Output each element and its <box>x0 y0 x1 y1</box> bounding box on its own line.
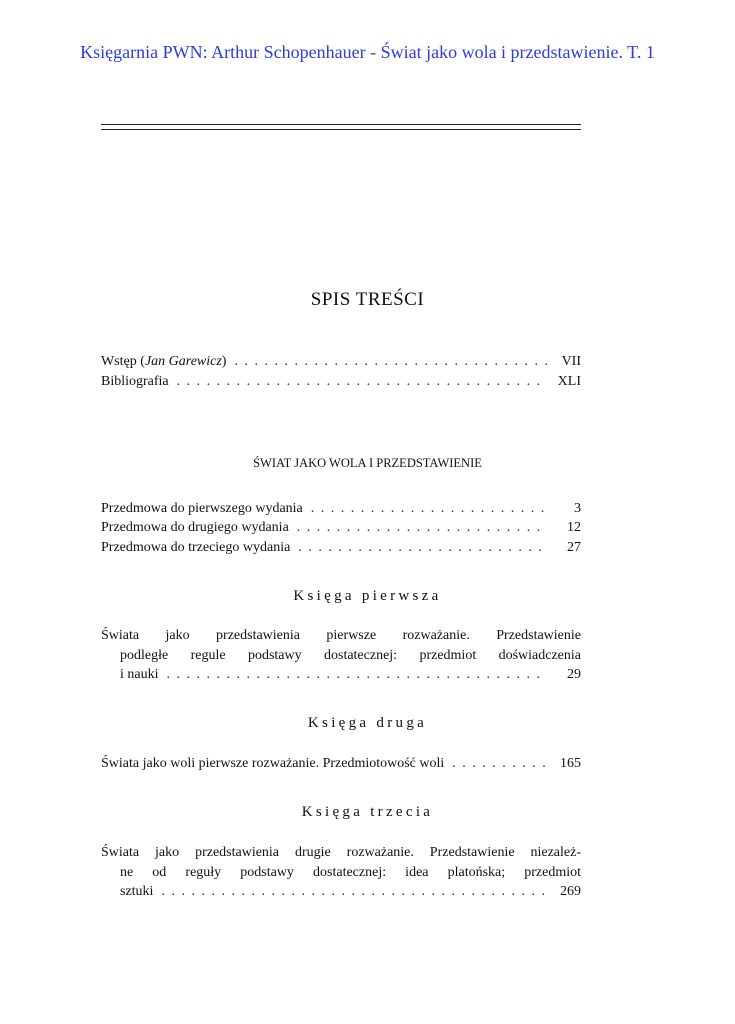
toc-entry-preface-2 <box>101 518 581 538</box>
leader-dots <box>311 499 547 519</box>
leader-dots <box>161 882 547 902</box>
toc-entry-wstep: Wstęp (Jan Garewicz) . . . VII <box>101 352 581 372</box>
part-title: ŚWIAT JAKO WOLA I PRZEDSTAWIENIE <box>253 456 482 470</box>
top-rule-second <box>101 129 581 130</box>
leader-dots <box>452 754 547 774</box>
toc-entry-line: i nauki <box>120 667 159 682</box>
toc-entry-line: Świata jako przedstawienia pierwsze rozważanie. Przedstawienie <box>101 628 581 643</box>
toc-entry-preface-1 <box>101 499 581 519</box>
toc-page-number: 12 <box>567 520 581 535</box>
leader-dots <box>167 665 548 685</box>
toc-entry-line: podległe regule podstawy dostatecznej: przedmiot doświadczenia <box>120 647 581 663</box>
top-rule <box>101 124 581 125</box>
toc-entry-label: Bibliografia <box>101 374 169 389</box>
leader-dots <box>177 372 547 392</box>
toc-page-number: VII <box>561 354 581 369</box>
toc-entry-book-3 <box>101 843 581 902</box>
toc-entry-preface-3 <box>101 538 581 558</box>
toc-entry-book-1 <box>101 626 581 685</box>
toc-entry-author: Jan Garewicz <box>144 354 222 369</box>
book-title: Księga druga <box>307 715 428 731</box>
leader-dots <box>298 538 547 558</box>
toc-title: SPIS TREŚCI <box>310 289 425 310</box>
leader-dots <box>297 518 547 538</box>
header-link[interactable]: Księgarnia PWN: Arthur Schopenhauer - Świat jako wola i przedstawienie. T. 1 <box>80 42 655 62</box>
toc-entry-book-2 <box>101 754 581 774</box>
toc-entry-line: ne od reguły podstawy dostatecznej: idea platońska; przedmiot <box>120 864 581 880</box>
toc-page-number: 165 <box>560 756 581 771</box>
leader-dots <box>234 352 547 372</box>
toc-entry-label: Przedmowa do pierwszego wydania <box>101 501 303 516</box>
toc-entry-label: Przedmowa do drugiego wydania <box>101 520 289 535</box>
toc-entry-line: Świata jako woli pierwsze rozważanie. Przedmiotowość woli <box>101 756 445 771</box>
toc-entry-label: Wstęp <box>101 354 137 369</box>
toc-entry-label: Przedmowa do trzeciego wydania <box>101 540 291 555</box>
toc-page-number: 269 <box>560 884 581 899</box>
toc-page-number: 3 <box>574 501 581 516</box>
toc-entry-bibliografia <box>101 372 581 392</box>
book-title: Księga trzecia <box>301 804 434 820</box>
toc-entry-line: Świata jako przedstawienia drugie rozważanie. Przedstawienie niezależ- <box>101 845 581 860</box>
toc-page-number: XLI <box>557 374 581 389</box>
toc-page-number: 29 <box>567 667 581 682</box>
toc-page-number: 27 <box>567 540 581 555</box>
book-title: Księga pierwsza <box>293 588 442 604</box>
toc-entry-line: sztuki <box>120 884 154 899</box>
